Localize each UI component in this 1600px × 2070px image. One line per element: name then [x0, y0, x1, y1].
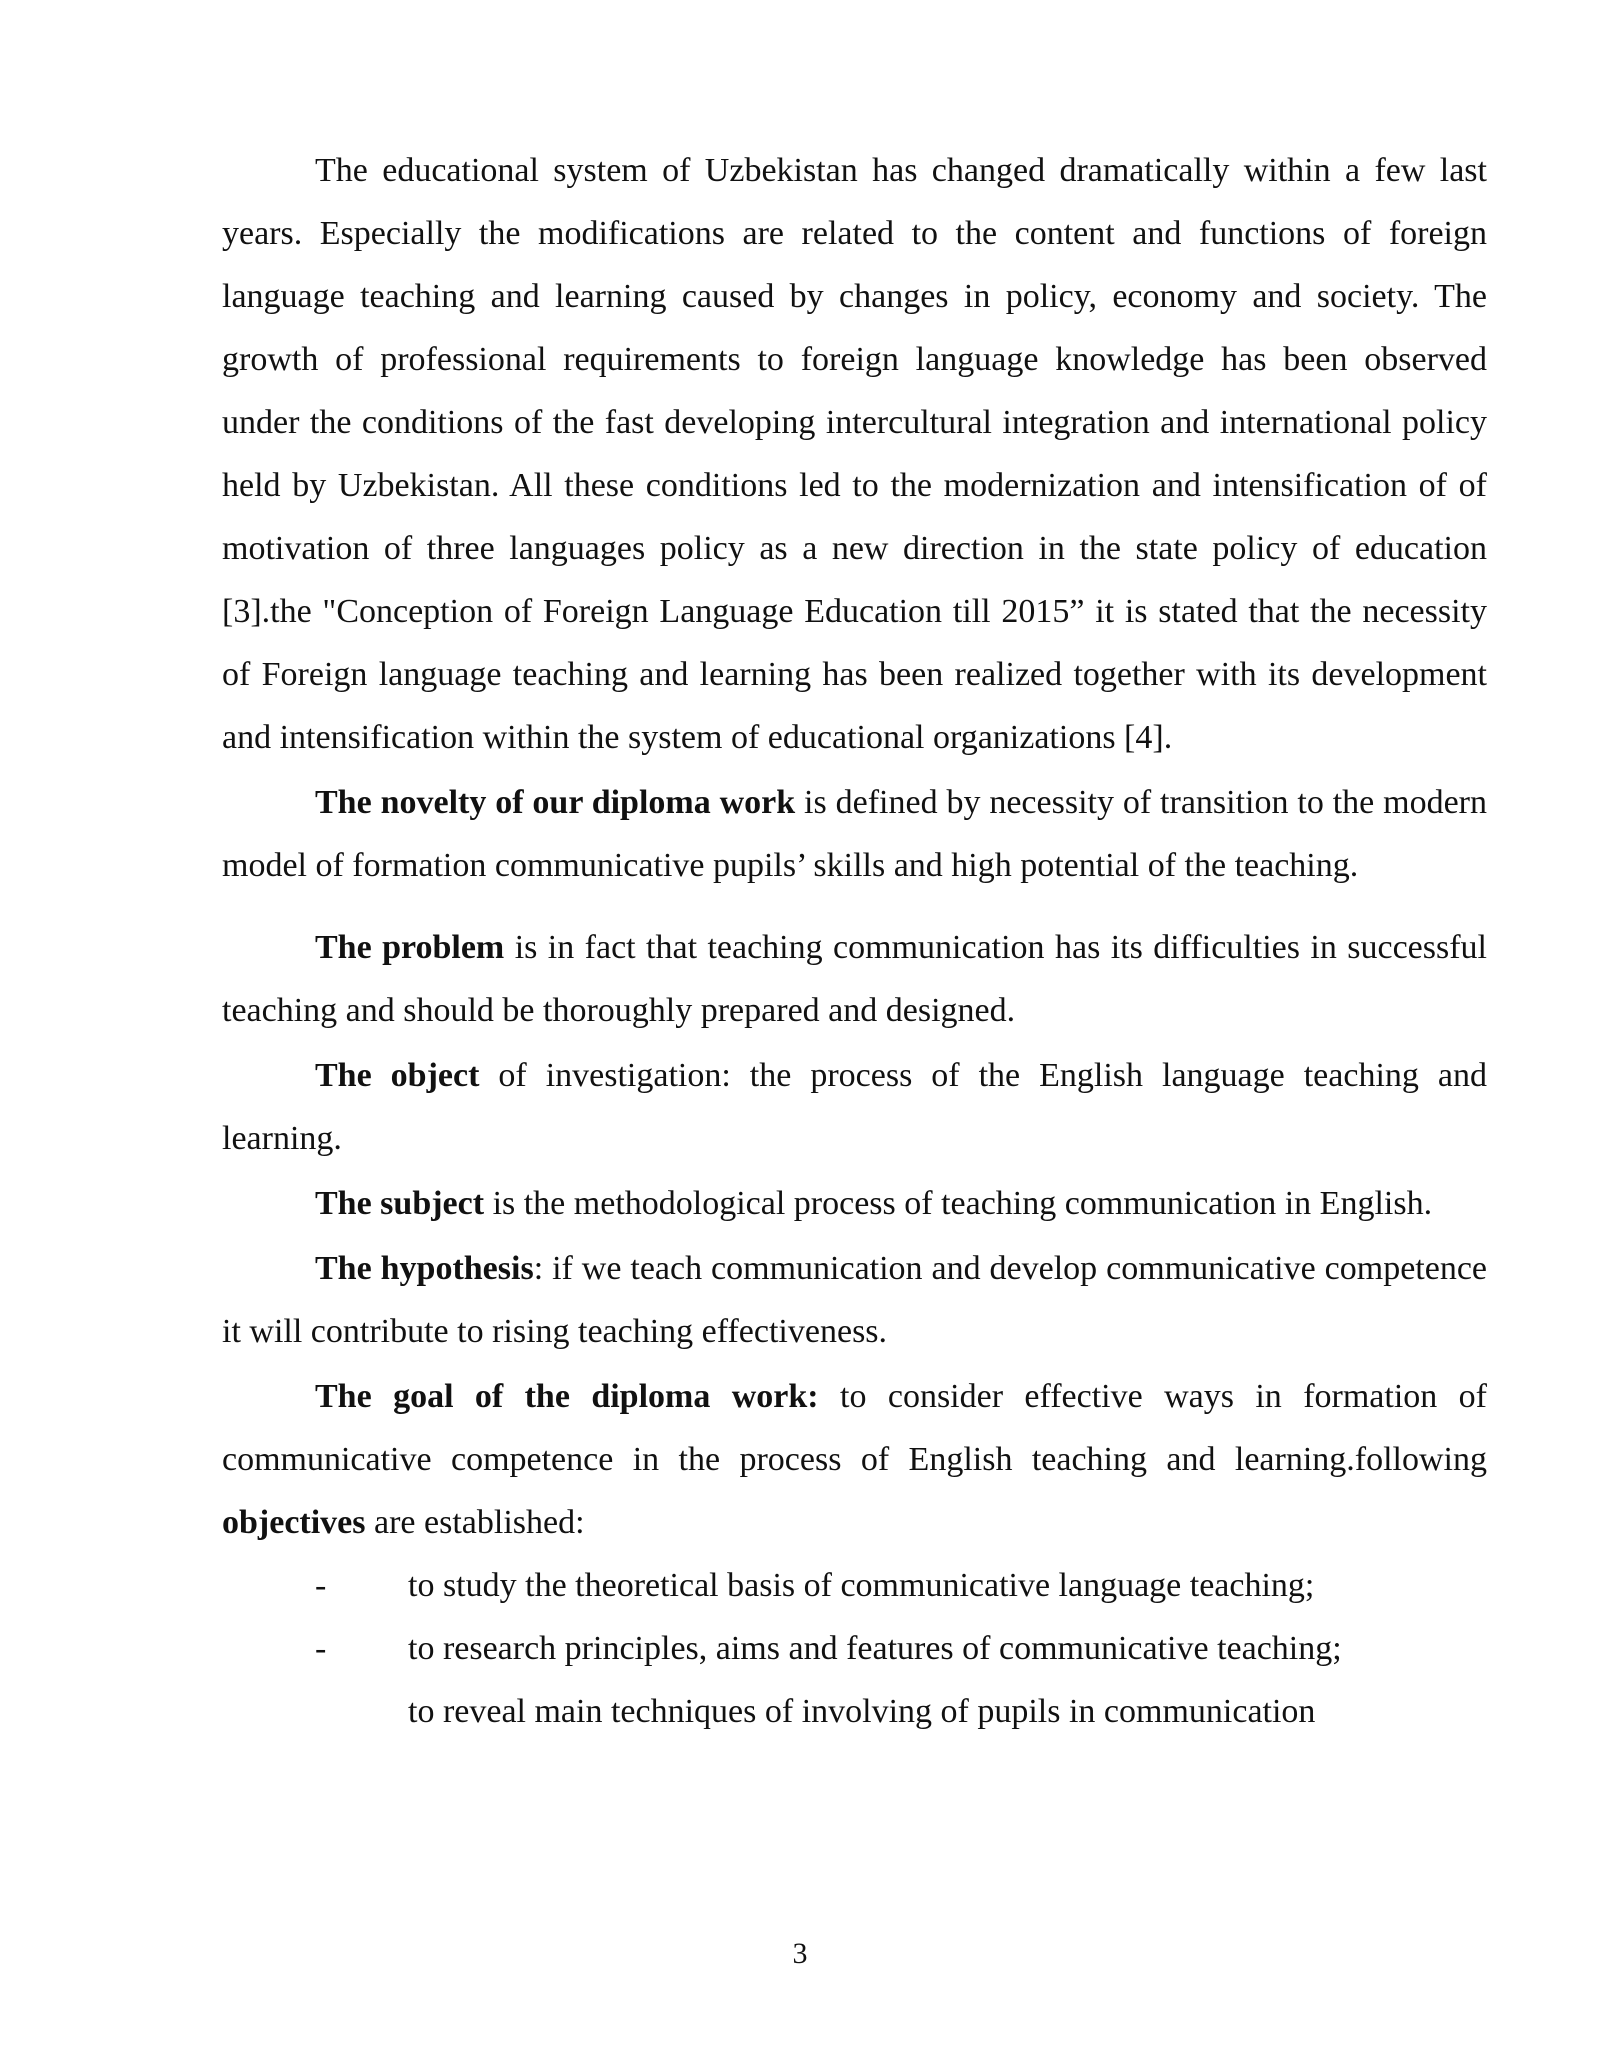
hypothesis-label: The hypothesis [315, 1250, 534, 1287]
hypothesis-text: : if we teach communication and develop communicative competence it will contribute to rising teaching effectiveness. [222, 1250, 1487, 1350]
object-text: of investigation: the process of the English language teaching and learning. [222, 1057, 1487, 1157]
page-content [222, 139, 1487, 1743]
list-item [222, 1554, 1487, 1617]
problem-paragraph [222, 916, 1487, 1042]
objectives-list [222, 1554, 1487, 1743]
list-item [222, 1617, 1487, 1680]
list-item-text: to reveal main techniques of involving of pupils in communication [408, 1693, 1316, 1730]
intro-paragraph: The educational system of Uzbekistan has changed dramatically within a few last years. Especially the modifications are related to the content and functions of foreign language teaching and learning caused by changes in policy, economy and society. The growth of professional requirements to foreign language knowledge has been observed under the conditions of the fast developing intercultural integration and international policy held by Uzbekistan. All these conditions led to the modernization and intensification of of motivation of three languages policy as a new direction in the state policy of education [3].the "Conception of Foreign Language Education till 2015” it is stated that the necessity of Foreign language teaching and learning has been realized together with its development and intensification within the system of educational organizations [4]. [222, 152, 1487, 756]
problem-text: is in fact that teaching communication has its difficulties in successful teaching and should be thoroughly prepared and designed. [222, 929, 1487, 1029]
goal-paragraph [222, 1365, 1487, 1554]
subject-paragraph [222, 1172, 1487, 1235]
goal-label: The goal of the diploma work: [315, 1378, 819, 1415]
list-marker: - [315, 1630, 327, 1667]
goal-text: to consider effective ways in formation of communicative competence in the process of English teaching and learning.following [222, 1378, 1487, 1478]
list-item [222, 1680, 1487, 1743]
list-marker: - [315, 1567, 327, 1604]
list-item-text: to research principles, aims and features of communicative teaching; [408, 1630, 1342, 1667]
novelty-text: is defined by necessity of transition to the modern model of formation communicative pupils’ skills and high potential of the teaching. [222, 784, 1487, 884]
objectives-label: objectives [222, 1504, 366, 1541]
objectives-text: are established: [365, 1504, 585, 1541]
object-paragraph [222, 1044, 1487, 1170]
problem-label: The problem [315, 929, 505, 966]
object-label: The object [315, 1057, 480, 1094]
page-number: 3 [792, 1937, 808, 1970]
list-item-text: to study the theoretical basis of communicative language teaching; [408, 1567, 1315, 1604]
novelty-label: The novelty of our diploma work [315, 784, 796, 821]
subject-text: is the methodological process of teaching communication in English. [484, 1185, 1433, 1222]
hypothesis-paragraph [222, 1237, 1487, 1363]
novelty-paragraph [222, 771, 1487, 897]
subject-label: The subject [315, 1185, 485, 1222]
